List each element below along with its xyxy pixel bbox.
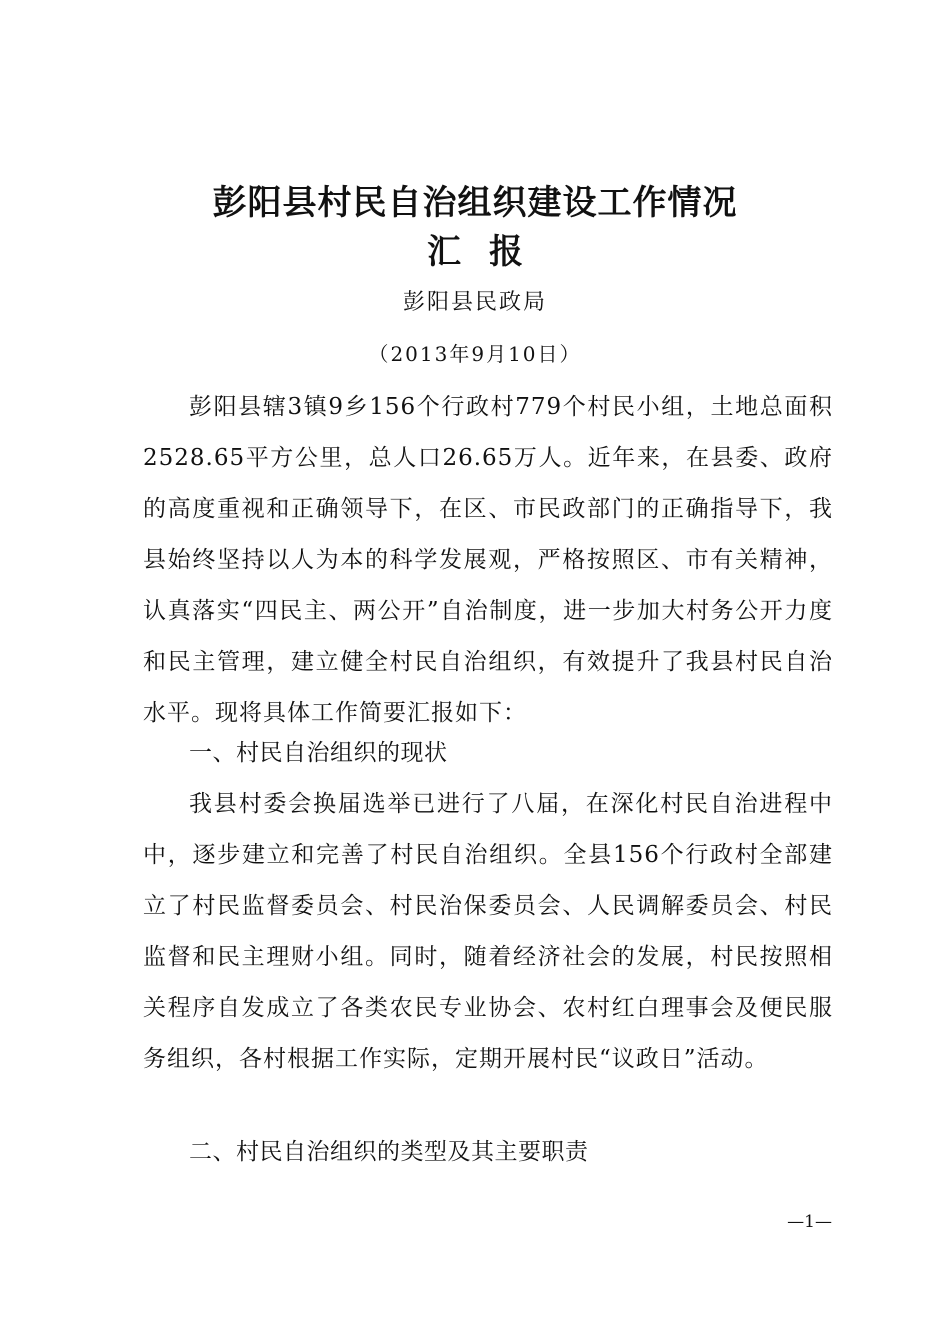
document-title-subline: 汇报 [427, 232, 551, 272]
document-title: 彭阳县村民自治组织建设工作情况 [212, 183, 738, 223]
body-paragraph-status-block [143, 779, 833, 1085]
body-paragraph-intro-block [143, 382, 833, 739]
page-number: —1— [787, 1212, 832, 1232]
section-heading: 二、村民自治组织的类型及其主要职责 [189, 1139, 589, 1165]
document-author: 彭阳县民政局 [402, 290, 547, 315]
document-date: （2013年9月10日） [368, 342, 582, 366]
body-paragraph: 我县村委会换届选举已进行了八届，在深化村民自治进程中中，逐步建立和完善了村民自治组织。全县156个行政村全部建立了村民监督委员会、村民治保委员会、人民调解委员会、村民监督和民主理财小组。同时，随着经济社会的发展，村民按照相关程序自发成立了各类农民专业协会、农村红白理事会及便民服务组织，各村根据工作实际，定期开展村民“议政日”活动。 [143, 791, 833, 1072]
section-heading-block [143, 1127, 833, 1178]
body-paragraph: 彭阳县辖3镇9乡156个行政村779个村民小组，土地总面积2528.65平方公里，总人口26.65万人。近年来，在县委、政府的高度重视和正确领导下，在区、市民政部门的正确指导下，我县始终坚持以人为本的科学发展观，严格按照区、市有关精神，认真落实“四民主、两公开”自治制度，进一步加大村务公开力度和民主管理，建立健全村民自治组织，有效提升了我县村民自治水平。现将具体工作简要汇报如下： [143, 394, 833, 726]
section-heading: 一、村民自治组织的现状 [189, 740, 448, 766]
section-heading-block [143, 728, 833, 779]
